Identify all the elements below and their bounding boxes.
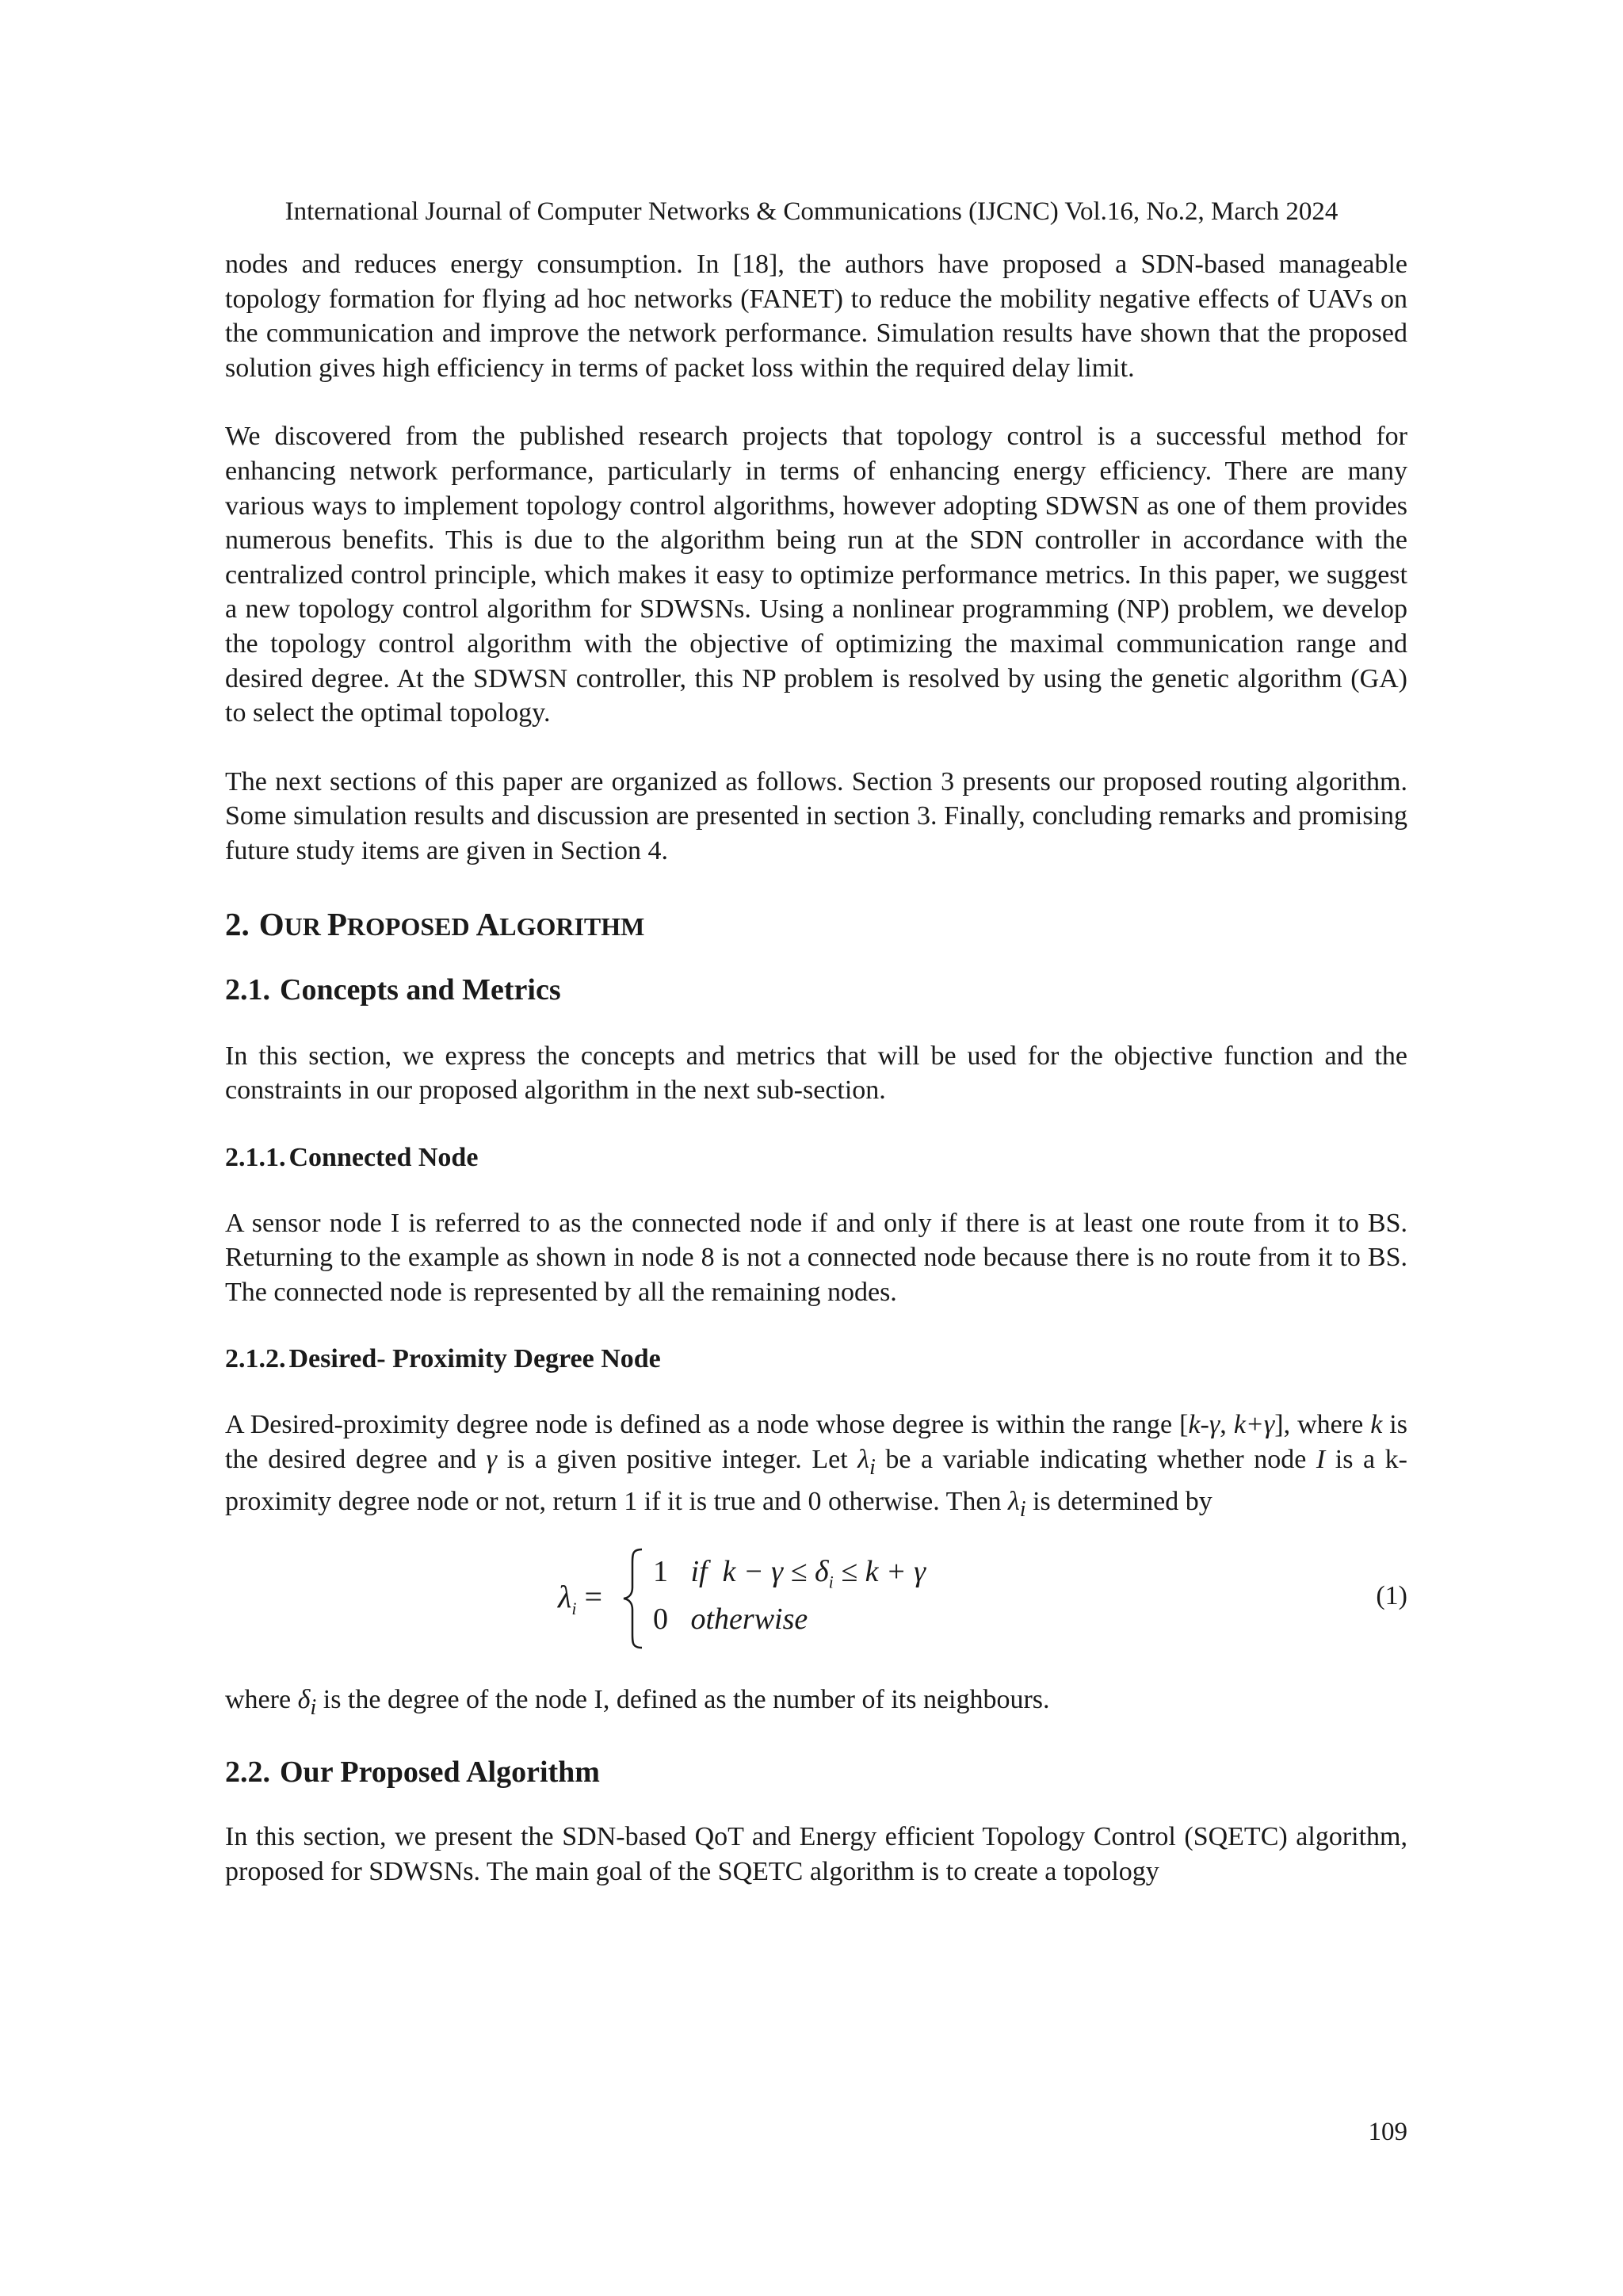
text-run: A Desired-proximity degree node is defined as a node whose degree is within the range [ [225, 1410, 1189, 1440]
subsection-2-1-2-title: Desired- Proximity Degree Node [288, 1344, 661, 1374]
text-run: is the degree of the node I, defined as the number of its neighbours. [316, 1684, 1050, 1714]
subsection-2-1-1-title: Connected Node [288, 1142, 479, 1172]
text-run: be a variable indicating whether node [875, 1445, 1316, 1475]
math-gamma: γ [486, 1445, 498, 1475]
equation-case-1 [653, 1554, 926, 1593]
page-content [225, 247, 1407, 1889]
page-number: 109 [1368, 2118, 1407, 2146]
case-1-condition: k − γ ≤ δ [722, 1554, 829, 1588]
math-subscript-i: i [1019, 1497, 1026, 1522]
section-2-title-part: ROPOSED [346, 911, 476, 941]
equation-1 [225, 1548, 1407, 1651]
text-run: where [225, 1684, 298, 1714]
text-run: , [1220, 1410, 1234, 1440]
case-1-condition: ≤ k + γ [841, 1554, 926, 1588]
section-2-title-part: LGORITHM [499, 911, 645, 941]
math-subscript-i: i [310, 1694, 317, 1720]
subsection-2-1-2-heading [225, 1341, 1407, 1377]
text-run: is a given positive integer. Let [497, 1445, 858, 1475]
subsection-2-2-heading [225, 1752, 1407, 1793]
math-lambda: λ [558, 1578, 572, 1614]
math-lambda: λ [857, 1445, 869, 1475]
subsection-2-1-2-number: 2.1.2. [225, 1344, 286, 1374]
case-1-value: 1 [653, 1554, 668, 1588]
subsection-2-1-heading [225, 969, 1407, 1010]
subsection-2-2-title: Our Proposed Algorithm [280, 1755, 600, 1790]
equation-number: (1) [1376, 1580, 1407, 1610]
math-k: k [1370, 1410, 1383, 1440]
math-k-minus-gamma: k-γ [1188, 1410, 1220, 1440]
subsection-2-1-1-number: 2.1.1. [225, 1142, 286, 1172]
left-brace [621, 1548, 645, 1649]
equation-lhs [558, 1578, 602, 1619]
paragraph-3: The next sections of this paper are organized as follows. Section 3 presents our proposed routing algorithm. Some simulation results and discussion are presented in section 3. Finally, concluding remarks and promising future study items are given in Section 4. [225, 766, 1407, 865]
case-2-value: 0 [653, 1602, 668, 1636]
math-subscript-i: i [869, 1454, 876, 1480]
subsection-2-1-2-text [225, 1408, 1407, 1526]
subsection-2-1-number: 2.1. [225, 972, 270, 1007]
math-subscript-i: i [828, 1572, 834, 1592]
case-1-if: if [690, 1554, 708, 1588]
case-2-otherwise: otherwise [690, 1602, 808, 1636]
equation-explanation [225, 1683, 1407, 1725]
subsection-2-2-text: In this section, we present the SDN-based QoT and Energy efficient Topology Control (SQETC) algorithm, proposed for SDWSNs. The main goal of the SQETC algorithm is to create a topology [225, 1822, 1407, 1886]
running-head: International Journal of Computer Networks & Communications (IJCNC) Vol.16, No.2, March 2024 [285, 197, 1338, 226]
subsection-2-2-number: 2.2. [225, 1755, 270, 1790]
section-2-number: 2. [225, 905, 250, 942]
math-node-i: I [1316, 1445, 1326, 1475]
subsection-2-1-1-text: A sensor node I is referred to as the connected node if and only if there is at least one route from it to BS. Returning to the example as shown in node 8 is not a connected node because there is no route from it to BS. The connected node is represented by all the remaining nodes. [225, 1208, 1407, 1307]
text-run: is a k-proximity degree node or not, return 1 if it is true and 0 otherwise. Then [225, 1445, 1408, 1517]
math-lambda: λ [1007, 1487, 1020, 1517]
subsection-2-1-1-heading [225, 1140, 1407, 1176]
paragraph-2: We discovered from the published research projects that topology control is a successful method for enhancing network performance, particularly in terms of enhancing energy efficiency. There are many various ways to implement topology control algorithms, however adopting SDWSN as one of them provides numerous benefits. This is due to the algorithm being run at the SDN controller in accordance with the centralized control principle, which makes it easy to optimize performance metrics. In this paper, we suggest a new topology control algorithm for SDWSNs. Using a nonlinear programming (NP) problem, we develop the topology control algorithm with the objective of optimizing the maximal communication range and desired degree. At the SDWSN controller, this NP problem is resolved by using the genetic algorithm (GA) to select the optimal topology. [225, 422, 1407, 728]
text-run: is determined by [1025, 1487, 1212, 1517]
math-subscript-i: i [571, 1598, 577, 1618]
text-run: is the desired degree and [225, 1410, 1407, 1475]
section-2-title-part: O [258, 905, 285, 942]
math-k-plus-gamma: k+γ [1233, 1410, 1275, 1440]
subsection-2-1-title: Concepts and Metrics [280, 972, 561, 1007]
math-delta: δ [297, 1684, 311, 1714]
text-run: ], where [1274, 1410, 1371, 1440]
paragraph-1: nodes and reduces energy consumption. In [18], the authors have proposed a SDN-based manageable topology formation for flying ad hoc networks (FANET) to reduce the mobility negative effects of UAVs on the communication and improve the network performance. Simulation results have shown that the proposed solution gives high efficiency in terms of packet loss within the required delay limit. [225, 250, 1407, 383]
section-2-title-part: P [327, 905, 347, 942]
subsection-2-1-text: In this section, we express the concepts and metrics that will be used for the objective function and the constraints in our proposed algorithm in the next sub-section. [225, 1041, 1407, 1106]
section-2-title-part: UR [284, 911, 327, 941]
equals-sign: = [584, 1578, 603, 1614]
section-2-heading [225, 902, 1407, 949]
equation-case-2 [653, 1602, 808, 1637]
section-2-title-part: A [475, 905, 500, 942]
